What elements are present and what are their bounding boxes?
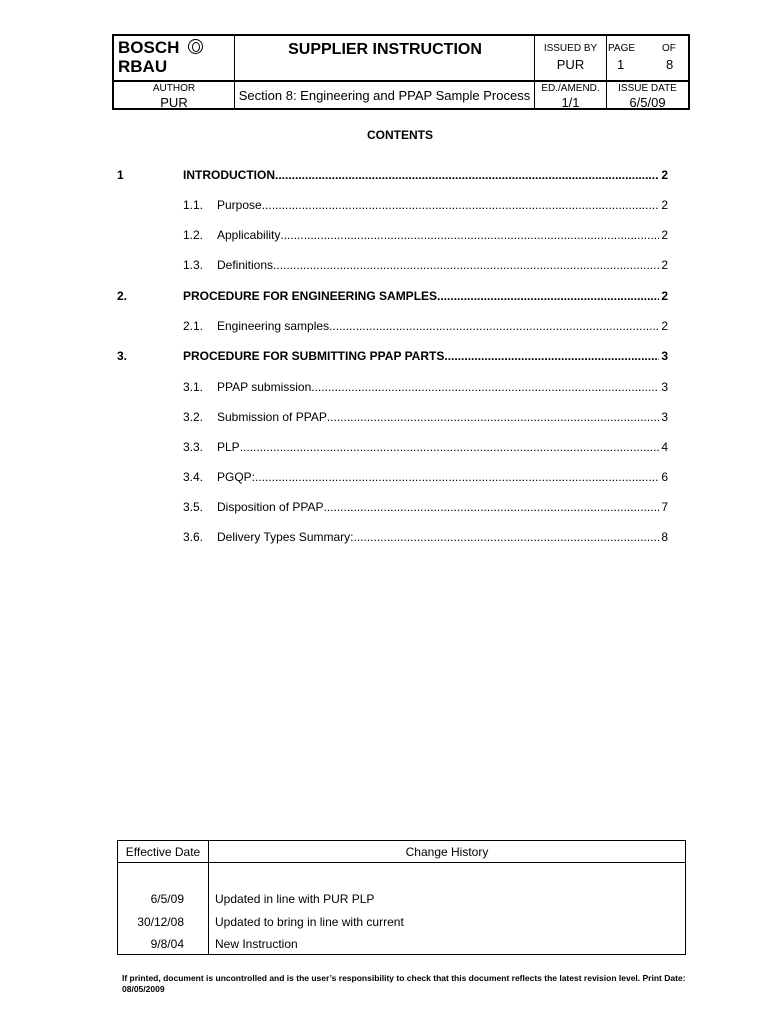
toc-title: Applicability: [217, 228, 281, 242]
toc-page-number: 2: [661, 258, 668, 272]
edition-value: 1/1: [561, 95, 580, 110]
toc-page-number: 8: [661, 530, 668, 544]
toc-page-number: 4: [661, 440, 668, 454]
history-date: 30/12/08: [137, 915, 184, 929]
document-header: [112, 34, 690, 110]
toc-title: INTRODUCTION: [183, 168, 275, 182]
of-label: OF: [662, 43, 676, 54]
bosch-logo-icon: [188, 39, 203, 54]
toc-page-number: 2: [661, 319, 668, 333]
division-name: RBAU: [118, 57, 168, 76]
toc-leader: [255, 470, 659, 484]
toc-number: 3.4.: [183, 470, 204, 484]
toc-title: PPAP submission: [217, 380, 312, 394]
toc-leader: [329, 319, 659, 333]
toc-number: 1.1.: [183, 198, 204, 212]
toc-title: PROCEDURE FOR SUBMITTING PPAP PARTS: [183, 349, 445, 363]
issue-date-value: 6/5/09: [629, 95, 666, 110]
toc-title: PGQP:: [217, 470, 256, 484]
page-label: PAGE: [608, 43, 636, 54]
change-history-header: Change History: [405, 845, 489, 859]
toc-leader: [273, 258, 659, 272]
history-text: Updated to bring in line with current: [215, 915, 404, 929]
toc-page-number: 3: [661, 380, 668, 394]
toc-number: 2.1.: [183, 319, 204, 333]
toc-page-number: 6: [661, 470, 668, 484]
toc-page-number: 2: [661, 228, 668, 242]
toc-leader: [311, 380, 659, 394]
toc-leader: [275, 168, 659, 182]
toc-leader: [444, 349, 659, 363]
toc-leader: [324, 500, 660, 514]
toc-page-number: 7: [661, 500, 668, 514]
history-text: Updated in line with PUR PLP: [215, 892, 375, 906]
footer-disclaimer: If printed, document is uncontrolled and is the user’s responsibility to check that this document reflects the latest revision level. Print Date: 08/05/2009: [122, 973, 686, 994]
toc-leader: [280, 228, 659, 242]
toc-leader: [262, 198, 660, 212]
issue-date-label: ISSUE DATE: [618, 83, 677, 94]
toc-number: 1.3.: [183, 258, 204, 272]
document-title: SUPPLIER INSTRUCTION: [288, 41, 482, 58]
toc-title: PROCEDURE FOR ENGINEERING SAMPLES: [183, 289, 438, 303]
toc-title: Purpose: [217, 198, 262, 212]
toc-leader: [327, 410, 659, 424]
history-date: 6/5/09: [150, 892, 184, 906]
author-value: PUR: [160, 95, 188, 110]
author-label: AUTHOR: [152, 83, 196, 94]
toc-title: Delivery Types Summary:: [217, 530, 354, 544]
of-value: 8: [666, 57, 674, 72]
toc-number: 3.2.: [183, 410, 204, 424]
history-date: 9/8/04: [150, 937, 184, 951]
toc-number: 3.5.: [183, 500, 204, 514]
toc-title: Engineering samples: [217, 319, 330, 333]
toc-leader: [353, 530, 659, 544]
toc-page-number: 2: [661, 168, 668, 182]
toc-page-number: 2: [661, 289, 668, 303]
toc-number: 3.6.: [183, 530, 204, 544]
toc-title: Disposition of PPAP: [217, 500, 324, 514]
toc-number: 3.3.: [183, 440, 204, 454]
toc-number: 1.2.: [183, 228, 204, 242]
contents-heading: CONTENTS: [367, 128, 433, 142]
toc-page-number: 3: [661, 349, 668, 363]
toc-number: 3.1.: [183, 380, 204, 394]
history-text: New Instruction: [215, 937, 298, 951]
section-title: Section 8: Engineering and PPAP Sample Process: [238, 88, 531, 103]
issued-by-label: ISSUED BY: [543, 43, 598, 54]
toc-leader: [437, 289, 659, 303]
toc-leader: [240, 440, 660, 454]
toc-number: 2.: [117, 289, 128, 303]
issued-by-value: PUR: [556, 57, 585, 72]
toc-page-number: 2: [661, 198, 668, 212]
toc-title: Submission of PPAP: [217, 410, 327, 424]
toc-number: 3.: [117, 349, 128, 363]
toc-number: 1: [117, 168, 124, 182]
page-value: 1: [617, 57, 625, 72]
toc-page-number: 3: [661, 410, 668, 424]
toc-title: Definitions: [217, 258, 274, 272]
effective-date-header: Effective Date: [125, 845, 201, 859]
toc-title: PLP: [217, 440, 240, 454]
brand-name: BOSCH: [118, 38, 180, 57]
edition-label: ED./AMEND.: [541, 83, 600, 94]
change-history-table: [117, 840, 686, 955]
